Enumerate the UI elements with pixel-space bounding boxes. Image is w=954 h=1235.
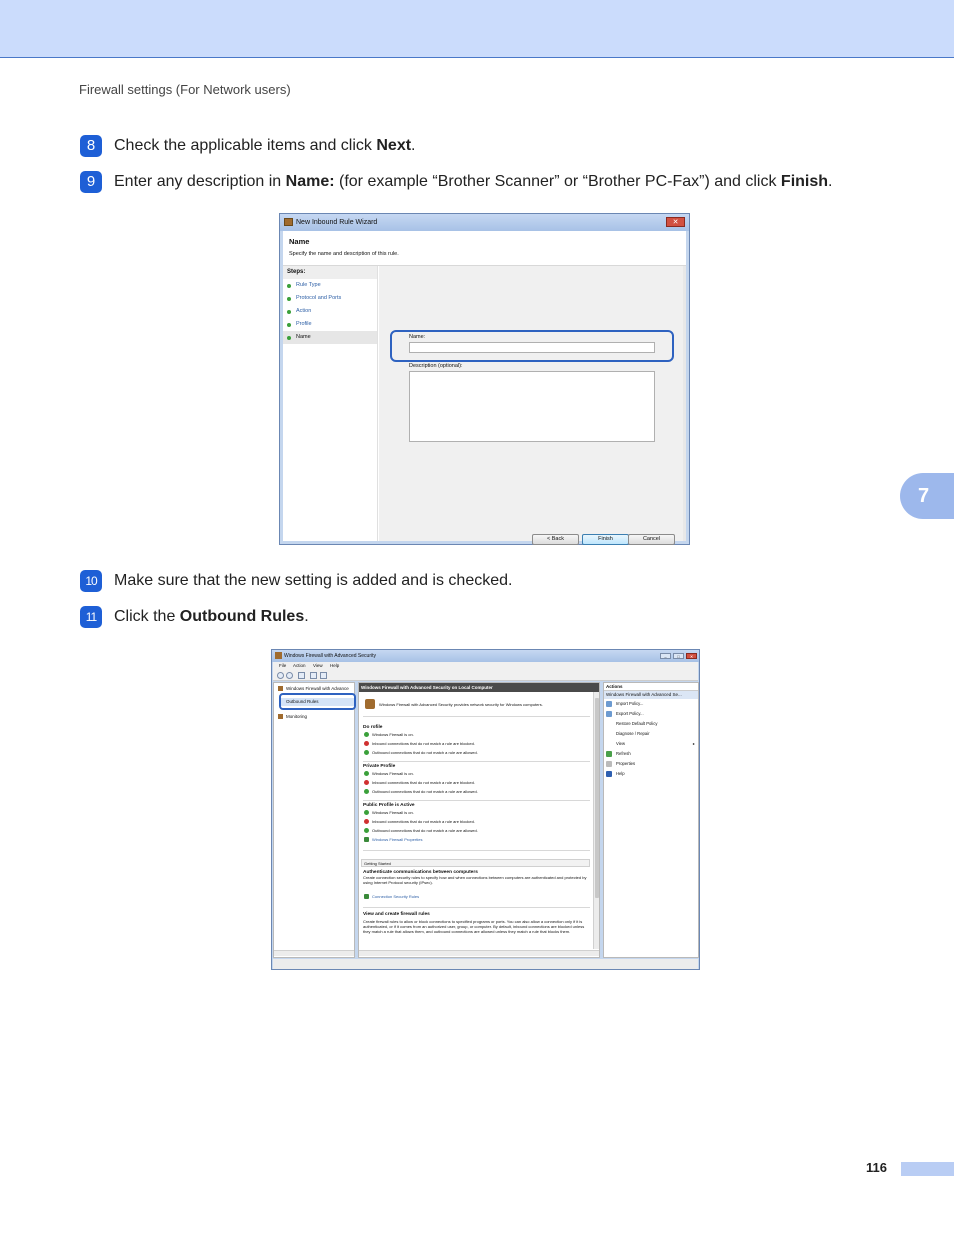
wizard-title: New Inbound Rule Wizard — [296, 219, 378, 226]
step-number: 11 — [80, 606, 102, 628]
step-9 — [80, 171, 832, 193]
getting-started-header[interactable]: Getting Started — [361, 859, 590, 867]
domain-profile-title: Do rofile — [363, 725, 383, 730]
close-icon[interactable]: ✕ — [666, 217, 685, 227]
step-number: 8 — [80, 135, 102, 157]
export-icon — [606, 711, 612, 717]
minimize-icon[interactable]: – — [660, 653, 671, 659]
show-hide-icon[interactable] — [320, 672, 327, 679]
navigation-tree — [273, 682, 355, 958]
action-help[interactable]: Help — [604, 769, 698, 779]
wizard-main — [379, 266, 686, 541]
import-icon — [606, 701, 612, 707]
maximize-icon[interactable]: □ — [673, 653, 684, 659]
profile-line: Outbound connections that do not match a rule are allowed. — [363, 748, 590, 757]
properties-icon — [606, 761, 612, 767]
name-input[interactable] — [409, 342, 655, 353]
description-input[interactable] — [409, 371, 655, 442]
finish-button[interactable]: Finish — [582, 534, 629, 545]
step-text: (for example “Brother Scanner” or “Brother PC-Fax”) and click — [334, 173, 781, 190]
tree-root-label: Windows Firewall with Advance — [286, 686, 349, 691]
view-title: View and create firewall rules — [363, 912, 430, 917]
step-text: . — [304, 608, 309, 625]
step-number: 9 — [80, 171, 102, 193]
new-inbound-rule-wizard — [279, 213, 690, 545]
firewall-icon — [278, 686, 283, 691]
action-diagnose-repair[interactable]: Diagnose / Repair — [616, 731, 650, 736]
outbound-rules-highlight — [279, 693, 356, 710]
auth-title: Authenticate communications between computers — [363, 870, 478, 875]
firewall-properties-link[interactable]: Windows Firewall Properties — [363, 835, 590, 844]
wizard-heading: Name — [289, 237, 310, 246]
step-text: Check the applicable items and click — [114, 137, 377, 154]
action-import-policy[interactable]: Import Policy... — [604, 699, 698, 709]
menu-action[interactable]: Action — [293, 663, 306, 668]
profile-line: Inbound connections that do not match a rule are blocked. — [363, 817, 590, 826]
actions-selected[interactable]: Windows Firewall with Advanced Se... — [604, 691, 698, 699]
auth-section — [363, 870, 590, 908]
firewall-title: Windows Firewall with Advanced Security — [284, 653, 376, 659]
profile-line: Inbound connections that do not match a rule are blocked. — [363, 739, 590, 748]
properties-icon[interactable] — [310, 672, 317, 679]
help-icon — [606, 771, 612, 777]
step-profile[interactable]: Profile — [283, 318, 377, 331]
profile-line: Outbound connections that do not match a rule are allowed. — [363, 787, 590, 796]
step-text: . — [828, 173, 833, 190]
status-bar — [273, 959, 698, 969]
intro-section — [363, 695, 590, 717]
back-button[interactable]: < Back — [532, 534, 579, 545]
intro-text: Windows Firewall with Advanced Security provides network security for Windows computers. — [379, 702, 543, 707]
menu-help[interactable]: Help — [330, 663, 340, 668]
firewall-icon — [275, 652, 282, 659]
step-bold: Outbound Rules — [179, 608, 305, 625]
wizard-steps — [283, 266, 378, 541]
menu-bar — [273, 662, 698, 670]
profile-line: Inbound connections that do not match a rule are blocked. — [363, 778, 590, 787]
actions-header: Actions — [604, 683, 698, 691]
action-view[interactable]: View ▸ — [616, 741, 695, 746]
step-number: 10 — [80, 570, 102, 592]
refresh-icon — [606, 751, 612, 757]
profile-line: Windows Firewall is on. — [363, 730, 590, 739]
step-name[interactable]: Name — [283, 331, 377, 344]
back-arrow-icon[interactable] — [277, 672, 284, 679]
tree-root[interactable] — [274, 685, 356, 693]
step-text: Click the — [114, 608, 180, 625]
step-8 — [80, 135, 416, 157]
tree-label: Monitoring — [286, 714, 308, 719]
scrollbar[interactable] — [683, 266, 686, 541]
wizard-titlebar — [280, 214, 689, 231]
step-10 — [80, 570, 512, 592]
step-text: Make sure that the new setting is added and is checked. — [114, 572, 513, 589]
center-header: Windows Firewall with Advanced Security on Local Computer — [359, 683, 599, 692]
name-label: Name: — [409, 334, 426, 340]
description-label: Description (optional): — [409, 363, 463, 369]
view-rules-section — [363, 912, 590, 948]
action-properties[interactable]: Properties — [604, 759, 698, 769]
profile-line: Windows Firewall is on. — [363, 769, 590, 778]
horizontal-scrollbar[interactable] — [359, 950, 599, 956]
step-bold: Finish — [780, 173, 829, 190]
action-restore-default[interactable]: Restore Default Policy — [616, 721, 658, 726]
public-profile-title: Public Profile is Active — [363, 803, 415, 808]
step-text: . — [411, 137, 416, 154]
view-text: Create firewall rules to allow or block connections to specified programs or ports. You can also allow a connection only if it is authenticated, or if it comes from an authorized user, group, or computer. By default, inbound connections are blocked unless they match a rule that allows them, and outbound connections are allowed unless they match a rule that blocks them. — [363, 919, 585, 934]
chapter-tab[interactable]: 7 — [900, 473, 954, 519]
section-title: Firewall settings (For Network users) — [79, 82, 291, 97]
action-export-policy[interactable]: Export Policy... — [604, 709, 698, 719]
action-refresh[interactable]: Refresh — [604, 749, 698, 759]
private-profile-title: Private Profile — [363, 764, 396, 769]
step-11 — [80, 606, 309, 628]
up-folder-icon[interactable] — [298, 672, 305, 679]
horizontal-scrollbar[interactable] — [274, 950, 354, 956]
wizard-subheading: Specify the name and description of this rule. — [289, 251, 399, 257]
menu-file[interactable]: File — [279, 663, 287, 668]
profile-line: Outbound connections that do not match a rule are allowed. — [363, 826, 590, 835]
vertical-scrollbar[interactable] — [593, 692, 599, 949]
step-action[interactable]: Action — [283, 305, 377, 318]
auth-text: Create connection security rules to specify how and when connections between computers are authenticated and protected by using Internet Protocol security (IPsec). — [363, 875, 587, 885]
wizard-header — [283, 231, 686, 266]
step-protocol-ports[interactable]: Protocol and Ports — [283, 292, 377, 305]
firewall-icon — [365, 699, 375, 709]
tree-item-monitoring[interactable] — [274, 713, 356, 721]
firewall-window — [271, 649, 700, 970]
submenu-arrow-icon: ▸ — [692, 741, 695, 746]
cancel-button[interactable]: Cancel — [628, 534, 675, 545]
firewall-titlebar — [272, 650, 699, 662]
toolbar — [273, 670, 698, 681]
actions-pane — [603, 682, 699, 958]
menu-view[interactable]: View — [313, 663, 323, 668]
steps-header: Steps: — [283, 266, 377, 279]
connection-security-rules-link[interactable]: Connection Security Rules — [363, 892, 590, 901]
step-text: Enter any description in — [114, 173, 286, 190]
top-band — [0, 0, 954, 58]
monitoring-icon — [278, 714, 283, 719]
firewall-icon — [284, 218, 293, 226]
forward-arrow-icon[interactable] — [286, 672, 293, 679]
wizard-body — [283, 231, 686, 541]
page-number: 116 — [866, 1160, 887, 1175]
profile-line: Windows Firewall is on. — [363, 808, 590, 817]
scrollbar-thumb[interactable] — [595, 698, 599, 898]
step-bold: Next — [376, 137, 412, 154]
step-bold: Name: — [285, 173, 335, 190]
step-rule-type[interactable]: Rule Type — [283, 279, 377, 292]
close-icon[interactable]: ✕ — [686, 653, 697, 659]
public-profile — [363, 803, 590, 851]
overview-pane — [358, 682, 600, 958]
private-profile — [363, 764, 590, 801]
tree-label: Outbound Rules — [286, 699, 319, 704]
page-bar — [901, 1162, 954, 1176]
domain-profile — [363, 725, 590, 762]
